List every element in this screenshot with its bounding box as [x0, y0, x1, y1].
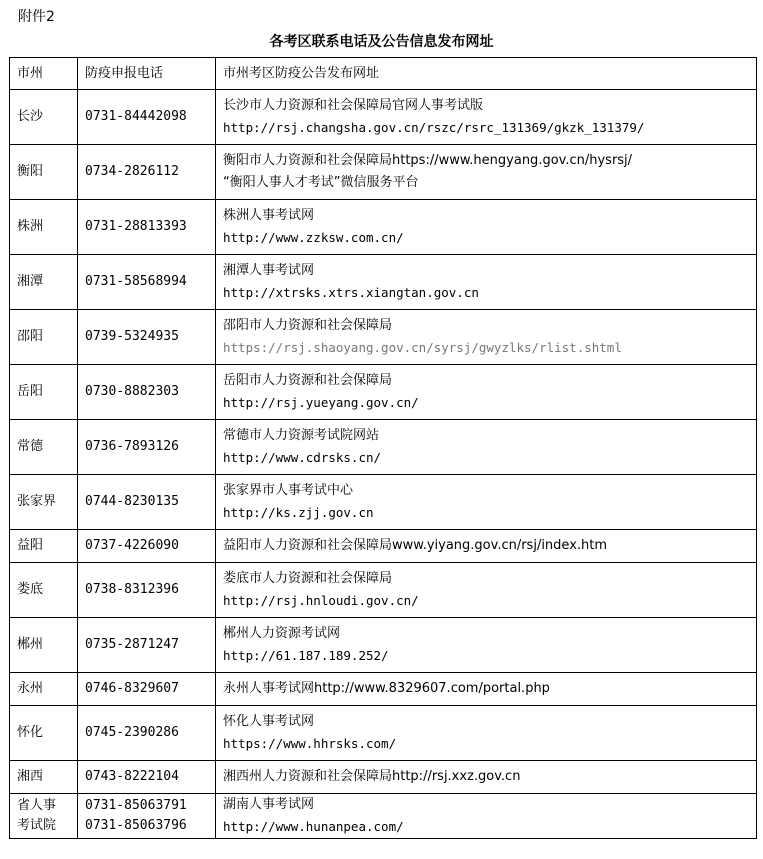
document-title: 各考区联系电话及公告信息发布网址 — [269, 34, 494, 50]
table-row — [10, 761, 757, 794]
city-cell: 常德 — [10, 420, 78, 475]
site-cell — [216, 310, 757, 365]
site-url[interactable]: http://rsj.hnloudi.gov.cn/ — [223, 593, 419, 608]
site-cell — [216, 618, 757, 673]
table-row — [10, 145, 757, 200]
site-name: 湘潭人事考试网 — [223, 263, 315, 278]
site-url[interactable]: https://rsj.shaoyang.gov.cn/syrsj/gwyzlks/rlist.shtml — [223, 340, 622, 355]
site-name: 常德市人力资源考试院网站 — [223, 428, 380, 443]
city-cell: 娄底 — [10, 563, 78, 618]
header-site: 市州考区防疫公告发布网址 — [216, 58, 757, 90]
table-header-row — [10, 58, 757, 90]
site-cell — [216, 90, 757, 145]
table-row — [10, 200, 757, 255]
site-url[interactable]: http://www.zzksw.com.cn/ — [223, 230, 404, 245]
site-cell — [216, 530, 757, 563]
site-name: 邵阳市人力资源和社会保障局 — [223, 318, 393, 333]
site-cell — [216, 365, 757, 420]
site-name: 株洲人事考试网 — [223, 208, 315, 223]
phone-cell: 0731-28813393 — [78, 200, 216, 255]
site-cell — [216, 200, 757, 255]
site-url[interactable]: http://www.cdrsks.cn/ — [223, 450, 382, 465]
site-cell — [216, 145, 757, 200]
city-cell: 永州 — [10, 673, 78, 706]
city-cell: 岳阳 — [10, 365, 78, 420]
site-name-url[interactable]: 湘西州人力资源和社会保障局http://rsj.xxz.gov.cn — [223, 769, 521, 784]
site-cell — [216, 794, 757, 839]
attachment-label: 附件2 — [18, 9, 55, 25]
site-cell — [216, 255, 757, 310]
site-name: 怀化人事考试网 — [223, 714, 315, 729]
site-url[interactable]: http://xtrsks.xtrs.xiangtan.gov.cn — [223, 285, 479, 300]
phone-cell: 0735-2871247 — [78, 618, 216, 673]
phone-cell: 0743-8222104 — [78, 761, 216, 794]
phone-cell: 0738-8312396 — [78, 563, 216, 618]
city-cell: 郴州 — [10, 618, 78, 673]
site-url[interactable]: http://ks.zjj.gov.cn — [223, 505, 374, 520]
site-name: 郴州人力资源考试网 — [223, 626, 341, 641]
table-row — [10, 475, 757, 530]
site-name-url[interactable]: 衡阳市人力资源和社会保障局https://www.hengyang.gov.cn/hysrsj/ — [223, 153, 633, 168]
table-row — [10, 673, 757, 706]
site-url[interactable]: http://www.hunanpea.com/ — [223, 819, 404, 834]
phone-cell: 0736-7893126 — [78, 420, 216, 475]
table-row — [10, 706, 757, 761]
site-name-url[interactable]: 益阳市人力资源和社会保障局www.yiyang.gov.cn/rsj/index.htm — [223, 538, 608, 553]
site-url[interactable]: http://rsj.yueyang.gov.cn/ — [223, 395, 419, 410]
table-row — [10, 310, 757, 365]
site-cell — [216, 420, 757, 475]
phone-cell: 0737-4226090 — [78, 530, 216, 563]
phone-cell: 0730-8882303 — [78, 365, 216, 420]
phone-cell: 0744-8230135 — [78, 475, 216, 530]
city-cell: 省人事 考试院 — [10, 794, 78, 839]
table-row — [10, 365, 757, 420]
table-row — [10, 90, 757, 145]
site-url[interactable]: http://61.187.189.252/ — [223, 648, 389, 663]
phone-cell: 0731-85063791 0731-85063796 — [78, 794, 216, 839]
table-row — [10, 420, 757, 475]
table-row — [10, 618, 757, 673]
phone-cell: 0731-58568994 — [78, 255, 216, 310]
site-wechat: “衡阳人事人才考试”微信服务平台 — [223, 175, 419, 190]
city-cell: 衡阳 — [10, 145, 78, 200]
site-name: 张家界市人事考试中心 — [223, 483, 354, 498]
site-name: 岳阳市人力资源和社会保障局 — [223, 373, 393, 388]
city-cell: 怀化 — [10, 706, 78, 761]
phone-cell: 0745-2390286 — [78, 706, 216, 761]
site-url[interactable]: https://www.hhrsks.com/ — [223, 736, 397, 751]
site-name-url[interactable]: 永州人事考试网http://www.8329607.com/portal.php — [223, 681, 550, 696]
city-cell: 湘西 — [10, 761, 78, 794]
phone-cell: 0739-5324935 — [78, 310, 216, 365]
city-cell: 益阳 — [10, 530, 78, 563]
site-cell — [216, 761, 757, 794]
table-row — [10, 255, 757, 310]
header-city: 市州 — [10, 58, 78, 90]
city-cell: 湘潭 — [10, 255, 78, 310]
phone-cell: 0734-2826112 — [78, 145, 216, 200]
table-row — [10, 794, 757, 839]
city-cell: 长沙 — [10, 90, 78, 145]
site-name: 长沙市人力资源和社会保障局官网人事考试版 — [223, 98, 484, 113]
site-cell — [216, 475, 757, 530]
site-name: 湖南人事考试网 — [223, 797, 315, 812]
phone-cell: 0731-84442098 — [78, 90, 216, 145]
city-cell: 邵阳 — [10, 310, 78, 365]
city-cell: 株洲 — [10, 200, 78, 255]
site-cell — [216, 673, 757, 706]
table-row — [10, 530, 757, 563]
table-row — [10, 563, 757, 618]
site-cell — [216, 706, 757, 761]
phone-cell: 0746-8329607 — [78, 673, 216, 706]
site-cell — [216, 563, 757, 618]
city-cell: 张家界 — [10, 475, 78, 530]
contacts-table — [9, 57, 757, 839]
site-url[interactable]: http://rsj.changsha.gov.cn/rszc/rsrc_131369/gkzk_131379/ — [223, 120, 645, 135]
site-name: 娄底市人力资源和社会保障局 — [223, 571, 393, 586]
header-phone: 防疫申报电话 — [78, 58, 216, 90]
